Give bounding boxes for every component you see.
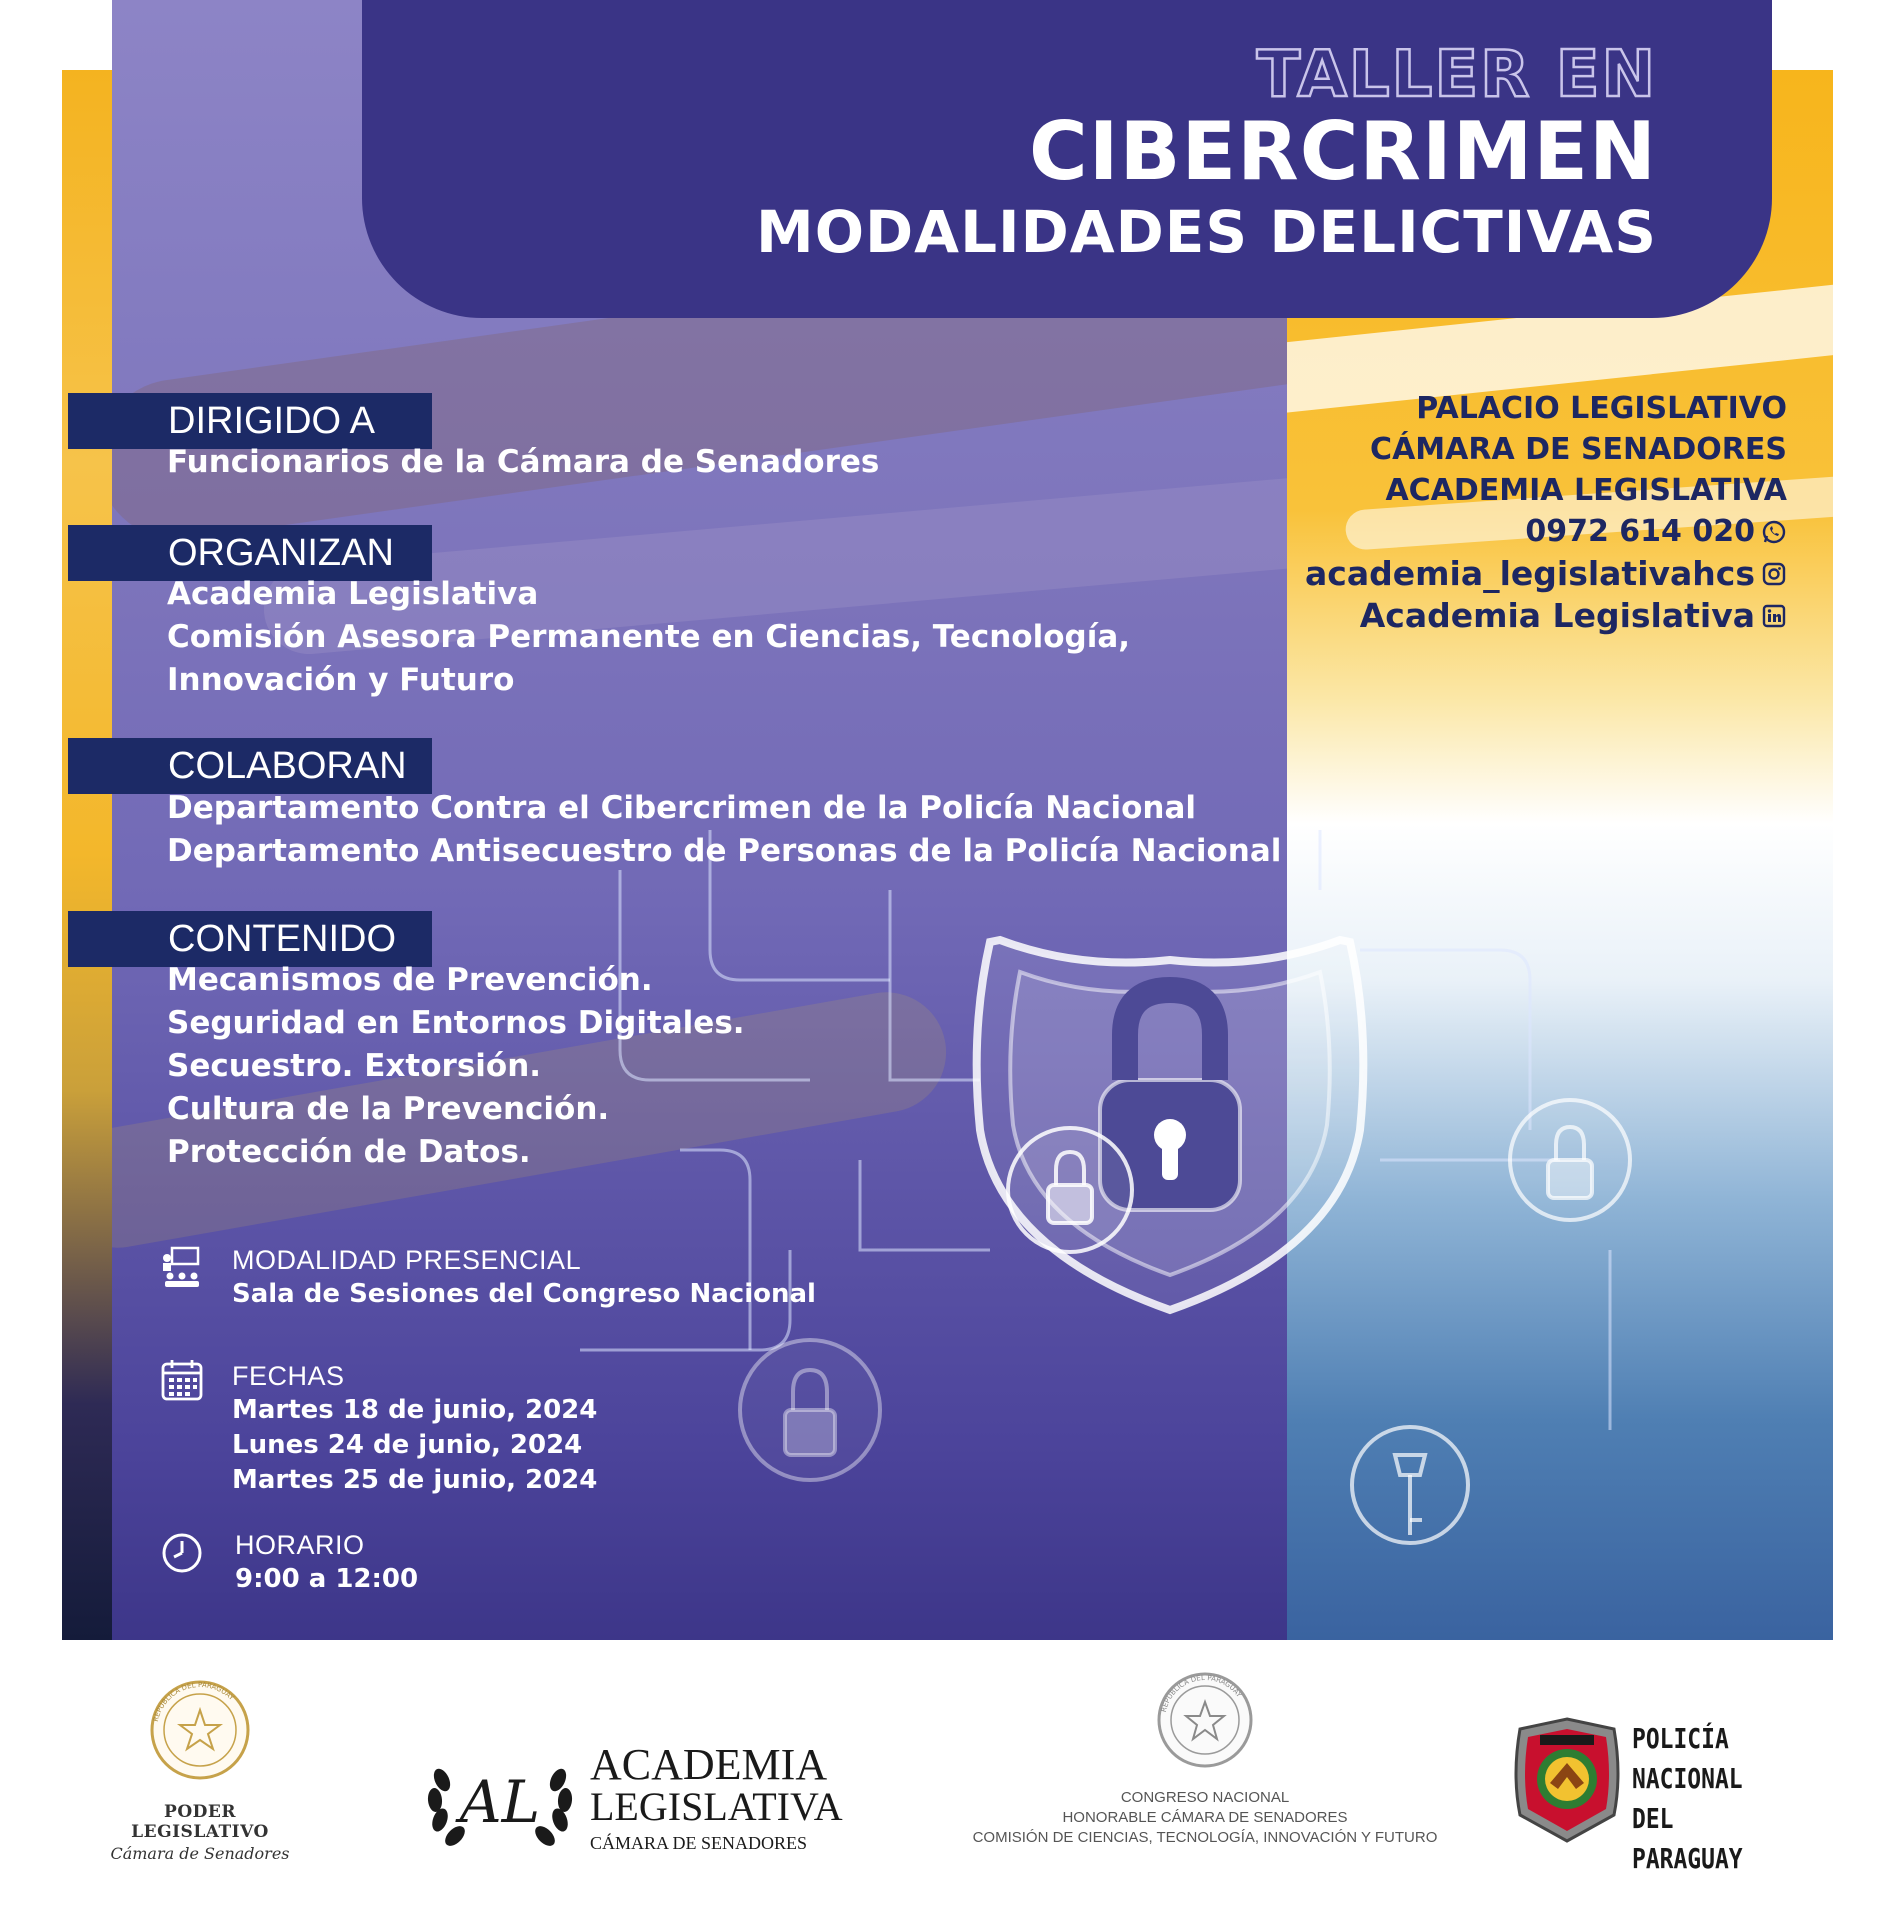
list-item: Protección de Datos. [167, 1134, 531, 1170]
classroom-icon [160, 1246, 204, 1290]
lock-icon [1510, 1100, 1630, 1220]
academia-line1: ACADEMIA [590, 1740, 828, 1789]
key-icon [1352, 1427, 1468, 1543]
shield-icon [977, 940, 1364, 1310]
list-item: Mecanismos de Prevención. [167, 962, 653, 998]
circuit-line [890, 890, 980, 1080]
section-body-dirigido [167, 441, 879, 484]
policia-line1: POLICÍA [1632, 1722, 1729, 1755]
calendar-icon [160, 1358, 204, 1402]
poder-title: PODER LEGISLATIVO [131, 1802, 269, 1842]
contact-line: ACADEMIA LEGISLATIVA [1385, 473, 1787, 508]
poder-legislativo-logo [95, 1670, 305, 1880]
contact-phone[interactable] [1305, 511, 1787, 553]
section-label-contenido: CONTENIDO [68, 911, 432, 967]
contact-block [1305, 388, 1787, 637]
lock-icon [740, 1340, 880, 1480]
circuit-line [680, 1150, 750, 1350]
linkedin-icon [1761, 603, 1787, 629]
poder-subtitle: Cámara de Senadores [110, 1844, 290, 1863]
instagram-icon [1761, 561, 1787, 587]
horario-label: HORARIO [235, 1530, 365, 1560]
seal-icon [95, 1670, 305, 1790]
header-title-line2: CIBERCRIMEN [1029, 105, 1657, 198]
header-title-line3: MODALIDADES DELICTIVAS [756, 198, 1657, 266]
phone-number[interactable]: 0972 614 020 [1525, 514, 1755, 549]
horario-value: 9:00 a 12:00 [235, 1564, 419, 1594]
section-body-contenido [167, 959, 745, 1174]
circuit-line [860, 1160, 990, 1250]
section-label-organizan: ORGANIZAN [68, 525, 432, 581]
linkedin-name[interactable]: Academia Legislativa [1359, 596, 1755, 635]
contact-instagram[interactable] [1305, 553, 1787, 595]
instagram-handle[interactable]: academia_legislativahcs [1305, 554, 1755, 593]
congreso-line1: CONGRESO NACIONAL [1120, 1789, 1290, 1806]
list-item: Secuestro. Extorsión. [167, 1048, 542, 1084]
laurel-icon [420, 1740, 580, 1860]
list-item: Innovación y Futuro [167, 662, 515, 698]
academia-line3: CÁMARA DE SENADORES [590, 1833, 808, 1853]
list-item: Funcionarios de la Cámara de Senadores [167, 444, 880, 480]
lock-icon [1008, 1128, 1132, 1252]
congreso-line3: COMISIÓN DE CIENCIAS, TECNOLOGÍA, INNOVACIÓN Y FUTURO [972, 1829, 1438, 1846]
section-label-dirigido: DIRIGIDO A [68, 393, 432, 449]
circuit-line [1360, 950, 1530, 1130]
list-item: Comisión Asesora Permanente en Ciencias, Tecnología, [167, 619, 1131, 655]
list-item: Departamento Contra el Cibercrimen de la Policía Nacional [167, 790, 1197, 826]
list-item: Departamento Antisecuestro de Personas de la Policía Nacional [167, 833, 1282, 869]
academia-line2: LEGISLATIVA [590, 1784, 843, 1829]
cybersecurity-illustration [560, 830, 1830, 1630]
section-body-organizan [167, 573, 1130, 702]
contact-line: PALACIO LEGISLATIVO [1416, 391, 1787, 426]
fechas-label: FECHAS [232, 1361, 345, 1391]
date-item: Martes 25 de junio, 2024 [232, 1465, 598, 1495]
date-item: Martes 18 de junio, 2024 [232, 1395, 598, 1425]
modalidad-label: MODALIDAD PRESENCIAL [232, 1245, 582, 1275]
police-badge-icon [1510, 1715, 1625, 1845]
list-item: Seguridad en Entornos Digitales. [167, 1005, 745, 1041]
seal-text: REPUBLICA DEL PARAGUAY [151, 1680, 236, 1723]
policia-line3: DEL PARAGUAY [1632, 1802, 1743, 1875]
congreso-nacional-logo [930, 1668, 1480, 1878]
contact-linkedin[interactable] [1305, 595, 1787, 637]
header-banner [362, 0, 1772, 318]
list-item: Academia Legislativa [167, 576, 539, 612]
modalidad-value: Sala de Sesiones del Congreso Nacional [232, 1279, 816, 1309]
policia-line2: NACIONAL [1632, 1762, 1743, 1795]
whatsapp-icon [1761, 519, 1787, 545]
academia-monogram: AL [459, 1768, 541, 1836]
clock-icon [160, 1531, 204, 1575]
congreso-line2: HONORABLE CÁMARA DE SENADORES [1062, 1809, 1348, 1826]
footer-logos [0, 1660, 1893, 1911]
academia-legislativa-logo [420, 1740, 843, 1870]
policia-nacional-logo [1510, 1715, 1810, 1875]
list-item: Cultura de la Prevención. [167, 1091, 610, 1127]
fechas-list [232, 1393, 597, 1498]
seal-icon [930, 1668, 1480, 1778]
seal-text: REPUBLICA DEL PARAGUAY [1159, 1673, 1244, 1714]
header-title-line1: TALLER EN [1256, 38, 1657, 112]
section-label-colaboran: COLABORAN [68, 738, 432, 794]
date-item: Lunes 24 de junio, 2024 [232, 1430, 583, 1460]
section-body-colaboran [167, 787, 1281, 873]
contact-line: CÁMARA DE SENADORES [1370, 432, 1787, 467]
